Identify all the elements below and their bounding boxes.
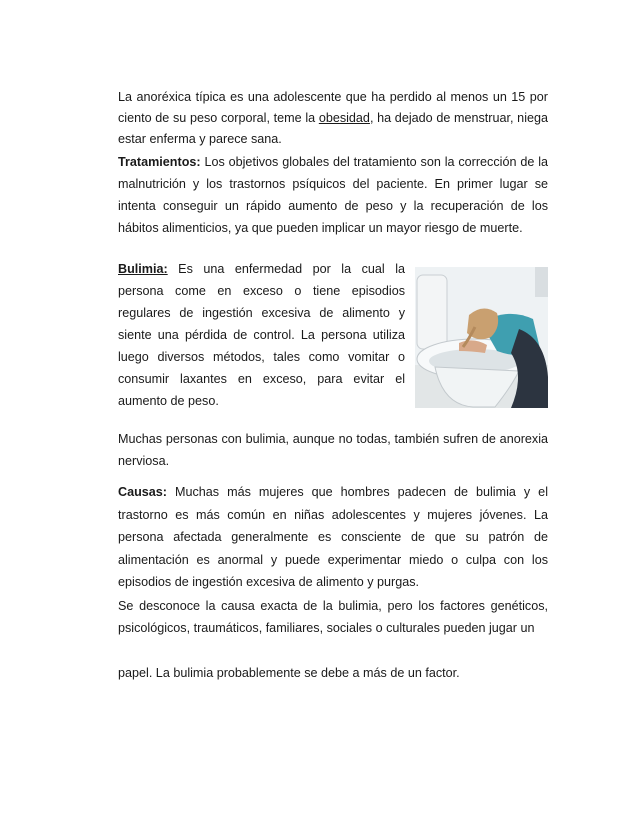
paragraph-text: Los objetivos globales del tratamiento son la corrección de la malnutrición y los trastornos psíquicos del paciente. En primer lugar se intenta conseguir un rápido aumento de peso y la recuperación de los hábitos alimenticios, ya que pueden implicar un mayor riesgo de muerte. [118, 155, 548, 235]
paragraph-text: Muchas personas con bulimia, aunque no todas, también sufren de anorexia nerviosa. [118, 432, 548, 468]
treatments-heading: Tratamientos: [118, 155, 201, 169]
paragraph-causes [118, 481, 548, 594]
paragraph-treatments [118, 151, 548, 239]
paragraph-text: La anoréxica típica es una adolescente que ha perdido al menos un 15 por ciento de su peso corporal, teme la [118, 90, 548, 125]
obesity-link[interactable]: obesidad [318, 111, 370, 125]
paragraph-bulimia-anorexia [118, 428, 548, 472]
bulimia-heading: Bulimia: [118, 262, 168, 276]
paragraph-bulimia-definition [118, 258, 405, 412]
paragraph-unknown-cause [118, 595, 548, 639]
bulimia-photo [415, 267, 548, 408]
paragraph-text: Se desconoce la causa exacta de la bulimia, pero los factores genéticos, psicológicos, traumáticos, familiares, sociales o culturales pueden jugar un [118, 599, 548, 635]
paragraph-text: Muchas más mujeres que hombres padecen de bulimia y el trastorno es más común en niñas adolescentes y mujeres jóvenes. La persona afectada generalmente es consciente de que su patrón de alimentación es anormal y puede experimentar miedo o culpa con los episodios de ingestión excesiva de alimento y purgas. [118, 485, 548, 589]
paragraph-text: papel. La bulimia probablemente se debe a más de un factor. [118, 666, 460, 680]
paragraph-anorexia-profile [118, 87, 548, 150]
paragraph-text: Es una enfermedad por la cual la persona come en exceso o tiene episodios regulares de ingestión excesiva de alimento y siente una pérdida de control. La persona utiliza luego diversos métodos, tales como vomitar o consumir laxantes en exceso, para evitar el aumento de peso. [118, 262, 405, 408]
bulimia-section [118, 258, 548, 408]
paragraph-text: , ha dejado de menstruar, niega estar enferma y parece sana. [118, 111, 548, 146]
causes-heading: Causas: [118, 485, 167, 499]
woman-vomiting-in-toilet-photo-icon [415, 267, 548, 408]
paragraph-multiple-factors [118, 662, 548, 684]
